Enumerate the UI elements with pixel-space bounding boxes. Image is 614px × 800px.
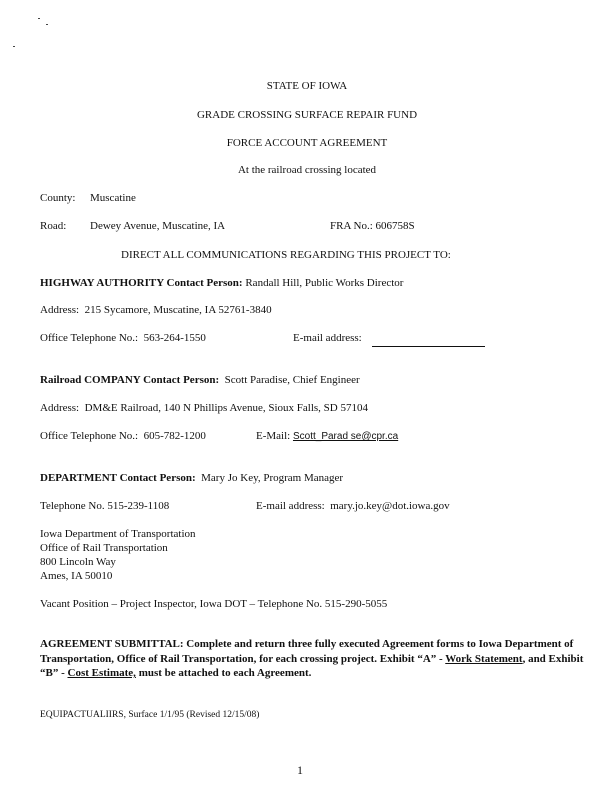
highway-email-blank bbox=[372, 346, 485, 347]
department-contact bbox=[40, 472, 343, 485]
phone-label: Office Telephone No.: bbox=[40, 430, 139, 442]
highway-address bbox=[40, 304, 272, 317]
address-value: 215 Sycamore, Muscatine, IA 52761-3840 bbox=[84, 304, 272, 316]
agreement-submittal bbox=[40, 637, 600, 681]
fra-label: FRA No.: bbox=[330, 220, 373, 232]
direct-heading: DIRECT ALL COMMUNICATIONS REGARDING THIS PROJECT TO: bbox=[121, 249, 451, 261]
submittal-text: AGREEMENT SUBMITTAL: Complete and return three fully executed Agreement forms to Iowa Department of Transportation, Office of Rail Transportation, for each crossing project. Exhibit “A” - bbox=[40, 638, 574, 665]
title-agreement: FORCE ACCOUNT AGREEMENT bbox=[226, 137, 388, 149]
fra-value: 606758S bbox=[375, 220, 415, 232]
county-label: County: bbox=[40, 192, 76, 204]
page-number: 1 bbox=[297, 763, 303, 777]
form-footer: EQUIPACTUALIIRS, Surface 1/1/95 (Revised 12/15/08) bbox=[40, 710, 260, 720]
highway-contact bbox=[40, 277, 403, 290]
railroad-person: Scott Paradise, Chief Engineer bbox=[224, 374, 360, 386]
cost-estimate: Cost Estimate, bbox=[67, 667, 136, 679]
road-label: Road: bbox=[40, 220, 67, 232]
phone-value: 563-264-1550 bbox=[143, 332, 206, 344]
dept-address-line: Office of Rail Transportation bbox=[40, 542, 168, 554]
title-state: STATE OF IOWA bbox=[266, 80, 348, 92]
address-label: Address: bbox=[40, 402, 80, 414]
phone-label: Office Telephone No.: bbox=[40, 332, 139, 344]
email-label: E-Mail: bbox=[256, 430, 291, 442]
highway-phone bbox=[40, 332, 206, 345]
highway-person: Randall Hill, Public Works Director bbox=[245, 277, 404, 289]
department-phone bbox=[40, 500, 169, 513]
department-person: Mary Jo Key, Program Manager bbox=[201, 472, 344, 484]
email-label: E-mail address: bbox=[256, 500, 325, 512]
vacant-position: Vacant Position – Project Inspector, Iowa DOT – Telephone No. 515-290-5055 bbox=[40, 598, 388, 610]
railroad-phone bbox=[40, 430, 206, 443]
title-fund: GRADE CROSSING SURFACE REPAIR FUND bbox=[196, 109, 418, 121]
submittal-text: , and Exhibit “B” - bbox=[40, 652, 584, 679]
railroad-address bbox=[40, 402, 368, 415]
dept-address-line: 800 Lincoln Way bbox=[40, 556, 116, 568]
work-statement: Work Statement bbox=[445, 652, 523, 665]
railroad-email bbox=[256, 430, 398, 443]
phone-label: Telephone No. bbox=[40, 500, 105, 512]
road-value: Dewey Avenue, Muscatine, IA bbox=[90, 220, 226, 232]
email-value: mary.jo.key@dot.iowa.gov bbox=[330, 500, 450, 512]
department-email bbox=[256, 500, 450, 513]
railroad-label: Railroad COMPANY Contact Person: bbox=[40, 374, 220, 386]
highway-email-label: E-mail address: bbox=[293, 332, 362, 344]
dept-address-line: Iowa Department of Transportation bbox=[40, 528, 196, 540]
county-value: Muscatine bbox=[90, 192, 136, 204]
address-value: DM&E Railroad, 140 N Phillips Avenue, Sioux Falls, SD 57104 bbox=[84, 402, 368, 414]
fra-number bbox=[330, 220, 415, 233]
address-label: Address: bbox=[40, 304, 80, 316]
email-link[interactable]: Scott_Parad se@cpr.ca bbox=[292, 431, 399, 442]
highway-label: HIGHWAY AUTHORITY Contact Person: bbox=[40, 277, 243, 289]
dept-address-line: Ames, IA 50010 bbox=[40, 570, 113, 582]
phone-value: 515-239-1108 bbox=[107, 500, 170, 512]
phone-value: 605-782-1200 bbox=[143, 430, 206, 442]
railroad-contact bbox=[40, 374, 360, 387]
title-location: At the railroad crossing located bbox=[237, 164, 377, 176]
department-label: DEPARTMENT Contact Person: bbox=[40, 472, 196, 484]
submittal-text: must be attached to each Agreement. bbox=[135, 667, 312, 679]
